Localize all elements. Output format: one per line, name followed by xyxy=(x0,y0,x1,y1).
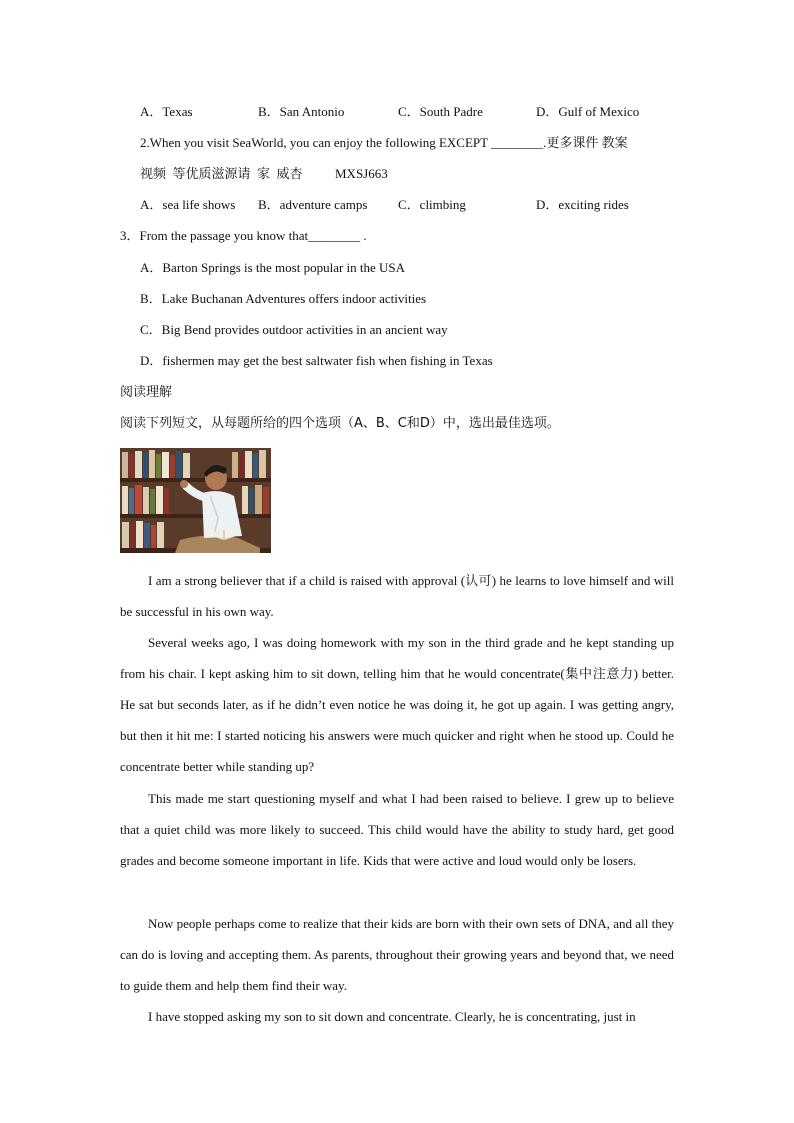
q1-option-d: D．Gulf of Mexico xyxy=(536,104,640,119)
passage-paragraph-5: I have stopped asking my son to sit down and concentrate. Clearly, he is concentrating, just in xyxy=(148,1009,636,1024)
q3-option-a: A．Barton Springs is the most popular in the USA xyxy=(140,260,406,275)
q3-stem: 3．From the passage you know that________ . xyxy=(120,228,367,243)
q3-option-d: D．fishermen may get the best saltwater fish when fishing in Texas xyxy=(140,353,493,368)
q3-option-b: B．Lake Buchanan Adventures offers indoor activities xyxy=(140,291,427,306)
section-instruction: 阅读下列短文，从每题所给的四个选项（A、B、C和D）中，选出最佳选项。 xyxy=(120,416,560,431)
q2-stem-line2: 视频 等优质滋源请 家 威杏 MXSJ663 xyxy=(140,166,388,181)
q3-option-c: C．Big Bend provides outdoor activities in an ancient way xyxy=(140,322,448,337)
q2-option-a: A．sea life shows xyxy=(140,197,236,212)
q1-option-a: A．Texas xyxy=(140,104,193,119)
q1-option-b: B．San Antonio xyxy=(258,104,345,119)
q2-option-c: C．climbing xyxy=(398,197,466,212)
q2-stem: 2.When you visit SeaWorld, you can enjoy the following EXCEPT ________.更多课件 教案 xyxy=(140,135,628,150)
section-title: 阅读理解 xyxy=(120,385,173,400)
q2-option-d: D．exciting rides xyxy=(536,197,629,212)
passage-paragraph-2: Several weeks ago, I was doing homework with my son in the third grade and he kept standing up from his chair. I kept asking him to sit down, telling him that he would concentrate(集中注意力) better. He sat but seconds later, as if he didn’t even notice he was doing it, he got up again. I was getting angry, but then it hit me: I started noticing his answers were much quicker and right when he stood up. Could he concentrate better while standing up? xyxy=(120,635,674,774)
library-reading-photo xyxy=(120,448,271,553)
q2-option-b: B．adventure camps xyxy=(258,197,368,212)
q1-option-c: C．South Padre xyxy=(398,104,483,119)
passage-paragraph-3: This made me start questioning myself and what I had been raised to believe. I grew up to believe that a quiet child was more likely to succeed. This child would have the ability to study hard, get good grades and become someone important in life. Kids that were active and loud would only be losers. xyxy=(120,791,674,868)
passage-paragraph-1: I am a strong believer that if a child is raised with approval (认可) he learns to love himself and will be successful in his own way. xyxy=(120,573,674,619)
passage-paragraph-4: Now people perhaps come to realize that their kids are born with their own sets of DNA, and all they can do is loving and accepting them. As parents, throughout their growing years and beyond that, we need to guide them and help them find their way. xyxy=(120,916,674,993)
